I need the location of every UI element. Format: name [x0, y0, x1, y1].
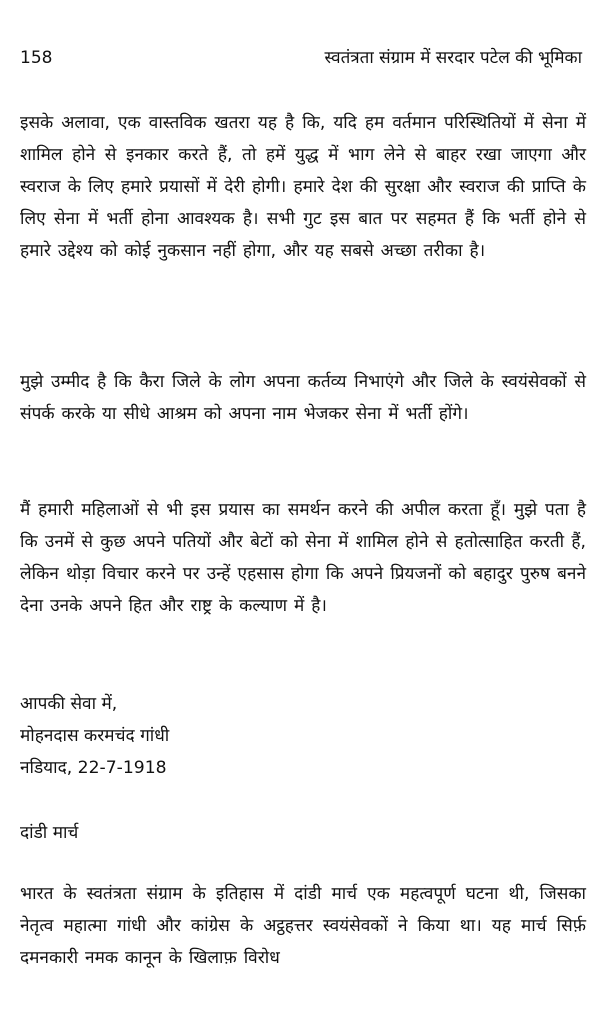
signoff-place-date: नडियाद, 22-7-1918	[20, 758, 167, 778]
paragraph-recruitment: इसके अलावा, एक वास्तविक खतरा यह है कि, यदि हम वर्तमान परिस्थितियों में सेना में शामिल होने से इनकार करते हैं, तो हमें युद्ध में भाग लेने से बाहर रखा जाएगा और स्वराज के लिए हमारे प्रयासों में देरी होगी। हमारे देश की सुरक्षा और स्वराज की प्राप्ति के लिए सेना में भर्ती होना आवश्यक है। सभी गुट इस बात पर सहमत हैं कि भर्ती होने से हमारे उद्देश्य को कोई नुकसान नहीं होगा, और यह सबसे अच्छा तरीका है।	[20, 113, 586, 261]
signoff-closing: आपकी सेवा में,	[20, 694, 118, 714]
page-header	[20, 44, 582, 72]
letter-signoff	[20, 688, 580, 784]
paragraph-dandi-march: भारत के स्वतंत्रता संग्राम के इतिहास में दांडी मार्च एक महत्वपूर्ण घटना थी, जिसका नेतृत्व महात्मा गांधी और कांग्रेस के अट्ठहत्तर स्वयंसेवकों ने किया था। यह मार्च सिर्फ़ दमनकारी नमक कानून के खिलाफ़ विरोध	[20, 884, 586, 968]
signoff-name: मोहनदास करमचंद गांधी	[20, 726, 170, 746]
section-heading: दांडी मार्च	[20, 823, 79, 843]
paragraph-women-appeal: मैं हमारी महिलाओं से भी इस प्रयास का समर्थन करने की अपील करता हूँ। मुझे पता है कि उनमें से कुछ अपने पतियों और बेटों को सेना में शामिल होने से हतोत्साहित करती हैं, लेकिन थोड़ा विचार करने पर उन्हें एहसास होगा कि अपने प्रियजनों को बहादुर पुरुष बनने देना उनके अपने हित और राष्ट्र के कल्याण में है।	[20, 500, 586, 616]
paragraph-kaira-district: मुझे उम्मीद है कि कैरा जिले के लोग अपना कर्तव्य निभाएंगे और जिले के स्वयंसेवकों से संपर्क करके या सीधे आश्रम को अपना नाम भेजकर सेना में भर्ती होंगे।	[20, 372, 586, 424]
running-title: स्वतंत्रता संग्राम में सरदार पटेल की भूमिका	[324, 48, 582, 68]
page-number: 158	[20, 48, 53, 68]
